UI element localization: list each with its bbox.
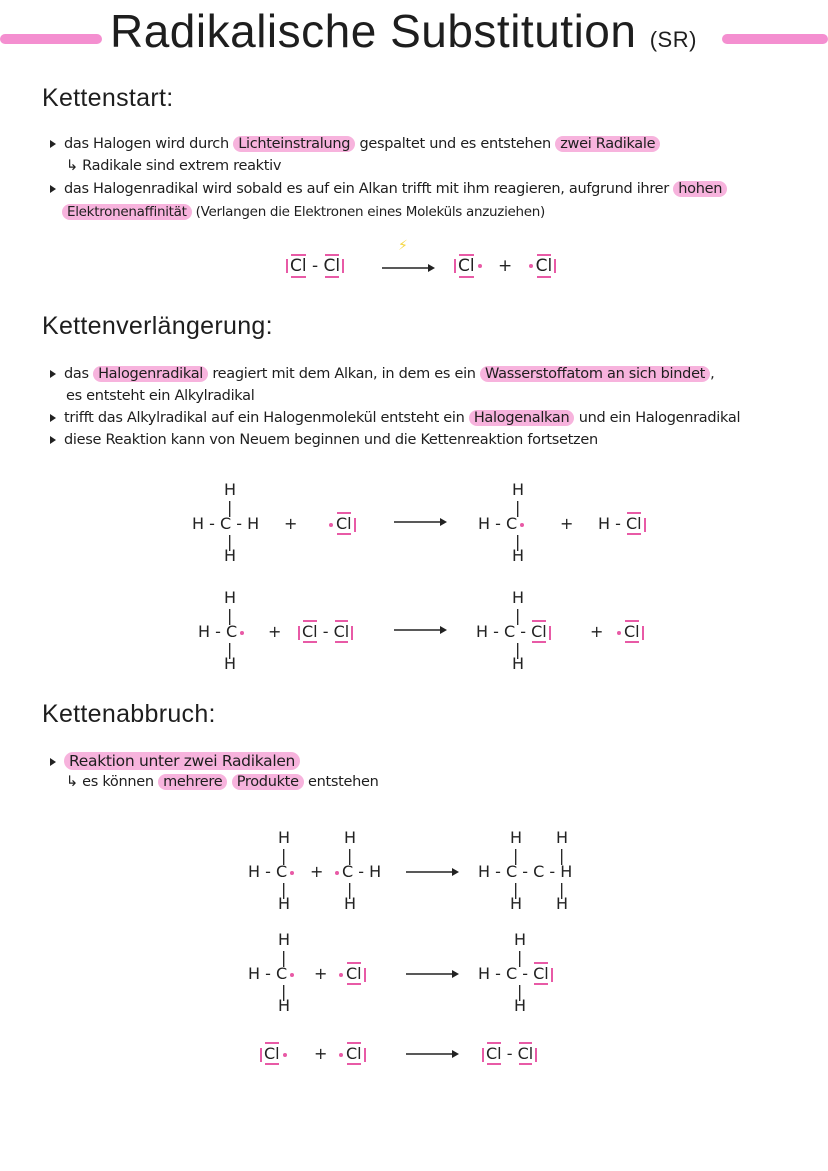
chloromethane-2: H | H - C - Cl | H	[478, 930, 588, 1014]
chlorine-radical-3: Cl	[336, 964, 368, 983]
equation-initiation: Cl - Cl	[284, 256, 346, 276]
bullet-icon	[50, 414, 56, 422]
reaction-arrow-icon	[404, 968, 460, 980]
methyl-radical-c: H | H - C | H	[248, 930, 318, 1014]
chlorine-radical-2: Cl	[614, 622, 646, 641]
start-line-4: Elektronenaffinität (Verlangen die Elektronen eines Moleküls anzuziehen)	[62, 204, 545, 220]
reaction-arrow-icon	[404, 1048, 460, 1060]
methyl-radical: H | H - C | H	[478, 480, 525, 565]
prop-line-4: diese Reaktion kann von Neuem beginnen und die Kettenreaktion fortsetzen	[50, 432, 598, 448]
chloromethane: H | H - C - Cl | H	[476, 588, 586, 672]
reaction-arrow-icon	[404, 866, 460, 878]
start-line-2: ↳ Radikale sind extrem reaktiv	[66, 158, 282, 174]
lightning-icon: ⚡	[398, 238, 408, 254]
title-sub: (SR)	[649, 27, 697, 52]
chlorine-molecule-2: Cl - Cl	[480, 1044, 539, 1063]
heading-kettenabbruch: Kettenabbruch:	[42, 700, 216, 728]
start-line-1: das Halogen wird durch Lichteinstralung gespaltet und es entstehen zwei Radikale	[50, 136, 660, 152]
title-bar-left	[0, 34, 102, 44]
reaction-arrow-icon	[392, 624, 448, 636]
prop-line-3: trifft das Alkylradikal auf ein Halogenmolekül entsteht ein Halogenalkan und ein Halogenradikal	[50, 410, 740, 426]
title-main: Radikalische Substitution	[110, 5, 637, 57]
heading-kettenstart: Kettenstart:	[42, 84, 174, 112]
prop-line-2: es entsteht ein Alkylradikal	[66, 388, 255, 404]
term-line-2: ↳ es können mehrere Produkte entstehen	[66, 774, 379, 790]
bullet-icon	[50, 370, 56, 378]
methyl-radical-a: H | H - C | H	[248, 828, 318, 912]
hydrogen-chloride: H - Cl	[598, 514, 648, 533]
chlorine-radical-5: Cl	[336, 1044, 368, 1063]
reaction-arrow-icon	[392, 516, 448, 528]
methane: H | H - C - H | H	[192, 480, 260, 565]
bullet-icon	[50, 185, 56, 193]
ethane: H H | | H - C - C - H | | H H	[478, 828, 573, 913]
methyl-radical-b: H | C - H | H	[332, 828, 402, 912]
bullet-icon	[50, 436, 56, 444]
equation-initiation-products: Cl + Cl	[452, 256, 558, 276]
methyl-radical-2: H | H - C | H	[198, 588, 278, 672]
term-line-1: Reaktion unter zwei Radikalen	[50, 752, 300, 770]
start-line-3: das Halogenradikal wird sobald es auf ein Alkan trifft mit ihm reagieren, aufgrund ihrer hohen	[50, 181, 727, 197]
chlorine-radical: Cl	[326, 514, 358, 533]
bullet-icon	[50, 140, 56, 148]
title-bar-right	[722, 34, 828, 44]
heading-kettenverlaengerung: Kettenverlängerung:	[42, 312, 273, 340]
page-title	[110, 4, 730, 58]
chlorine-molecule: Cl - Cl	[296, 622, 355, 641]
reaction-arrow-icon	[380, 262, 436, 274]
bullet-icon	[50, 758, 56, 766]
prop-line-1: das Halogenradikal reagiert mit dem Alkan, in dem es ein Wasserstoffatom an sich bindet ,	[50, 366, 714, 382]
chlorine-radical-4: Cl	[258, 1044, 290, 1063]
